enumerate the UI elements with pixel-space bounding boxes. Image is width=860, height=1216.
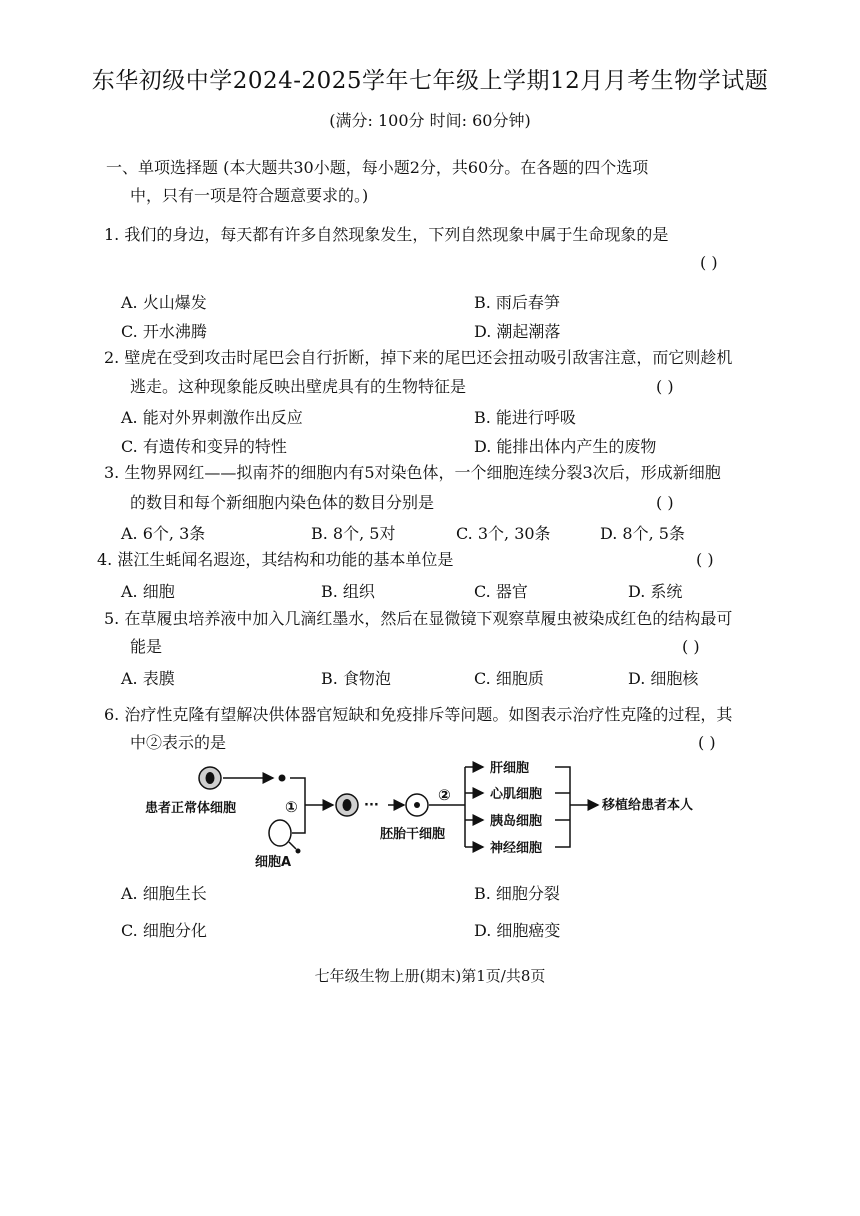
question-5-text-cont: 能是 xyxy=(130,637,163,656)
answer-blank-2: ( ) xyxy=(656,377,674,396)
answer-blank-6: ( ) xyxy=(698,733,716,752)
question-3-text: 3. 生物界网红——拟南芥的细胞内有5对染色体，一个细胞连续分裂3次后，形成新细胞 xyxy=(104,463,721,482)
exam-title: 东华初级中学2024-2025学年七年级上学期12月月考生物学试题 xyxy=(91,68,769,94)
q2-option-d: D. 能排出体内产生的废物 xyxy=(474,437,657,456)
page-footer: 七年级生物上册(期末)第1页/共8页 xyxy=(314,967,546,985)
q5-option-b: B. 食物泡 xyxy=(321,669,391,688)
question-3-text-cont: 的数目和每个新细胞内染色体的数目分别是 xyxy=(130,493,435,512)
q4-option-c: C. 器官 xyxy=(474,582,528,601)
nucleus-dot xyxy=(279,775,286,782)
q1-option-a: A. 火山爆发 xyxy=(121,293,207,312)
q6-option-c: C. 细胞分化 xyxy=(121,921,207,940)
answer-blank-5: ( ) xyxy=(682,637,700,656)
ellipsis-label: ··· xyxy=(364,798,379,813)
join-bracket xyxy=(555,767,570,847)
q3-option-c: C. 3个, 30条 xyxy=(456,524,551,543)
question-2-text-cont: 逃走。这种现象能反映出壁虎具有的生物特征是 xyxy=(130,377,467,396)
q1-option-c: C. 开水沸腾 xyxy=(121,322,207,341)
q2-option-c: C. 有遗传和变异的特性 xyxy=(121,437,287,456)
stem-cell-icon xyxy=(406,794,428,816)
target-islet-cell: 胰岛细胞 xyxy=(490,814,543,829)
q6-option-a: A. 细胞生长 xyxy=(121,884,207,903)
q5-option-c: C. 细胞质 xyxy=(474,669,544,688)
diagram-label-cell-a: 细胞A xyxy=(255,855,292,870)
question-6-text: 6. 治疗性克隆有望解决供体器官短缺和免疫排斥等问题。如图表示治疗性克隆的过程，其 xyxy=(104,705,733,724)
q1-option-d: D. 潮起潮落 xyxy=(474,322,561,341)
answer-blank-3: ( ) xyxy=(656,493,674,512)
q5-option-d: D. 细胞核 xyxy=(628,669,699,688)
question-1-text: 1. 我们的身边，每天都有许多自然现象发生，下列自然现象中属于生命现象的是 xyxy=(104,225,669,244)
q6-option-d: D. 细胞癌变 xyxy=(474,921,561,940)
question-5-text: 5. 在草履虫培养液中加入几滴红墨水，然后在显微镜下观察草履虫被染成红色的结构最可 xyxy=(104,609,733,628)
target-heart-muscle-cell: 心肌细胞 xyxy=(490,787,543,802)
step-2-label: ② xyxy=(438,786,451,804)
question-6-text-cont: 中②表示的是 xyxy=(130,733,227,752)
q3-option-d: D. 8个, 5条 xyxy=(600,524,685,543)
cell-a-icon xyxy=(269,820,301,854)
q5-option-a: A. 表膜 xyxy=(121,669,175,688)
section-heading: 一、单项选择题 (本大题共30小题，每小题2分，共60分。在各题的四个选项 xyxy=(106,158,649,177)
question-2-text: 2. 壁虎在受到攻击时尾巴会自行折断，掉下来的尾巴还会扭动吸引敌害注意，而它则趁机 xyxy=(104,348,733,367)
diagram-label-patient-cell: 患者正常体细胞 xyxy=(145,801,237,816)
q4-option-a: A. 细胞 xyxy=(121,582,175,601)
answer-blank-1: ( ) xyxy=(700,253,718,272)
patient-cell-icon xyxy=(199,767,221,789)
target-nerve-cell: 神经细胞 xyxy=(490,841,543,856)
therapeutic-cloning-diagram xyxy=(140,750,730,875)
q3-option-b: B. 8个, 5对 xyxy=(311,524,396,543)
answer-blank-4: ( ) xyxy=(696,550,714,569)
q2-option-a: A. 能对外界刺激作出反应 xyxy=(121,408,303,427)
section-heading-cont: 中，只有一项是符合题意要求的。) xyxy=(130,186,369,205)
q4-option-d: D. 系统 xyxy=(628,582,683,601)
q2-option-b: B. 能进行呼吸 xyxy=(474,408,576,427)
target-liver-cell: 肝细胞 xyxy=(490,761,530,776)
q6-option-b: B. 细胞分裂 xyxy=(474,884,560,903)
egg-cell-icon xyxy=(336,794,358,816)
q1-option-b: B. 雨后春笋 xyxy=(474,293,560,312)
q4-option-b: B. 组织 xyxy=(321,582,375,601)
step-1-label: ① xyxy=(285,798,298,816)
question-4-text: 4. 湛江生蚝闻名遐迩，其结构和功能的基本单位是 xyxy=(97,550,454,569)
diagram-result-label: 移植给患者本人 xyxy=(602,798,694,813)
q3-option-a: A. 6个, 3条 xyxy=(121,524,206,543)
exam-subtitle: (满分: 100分 时间: 60分钟) xyxy=(329,111,531,130)
diagram-label-stem-cell: 胚胎干细胞 xyxy=(380,827,446,842)
